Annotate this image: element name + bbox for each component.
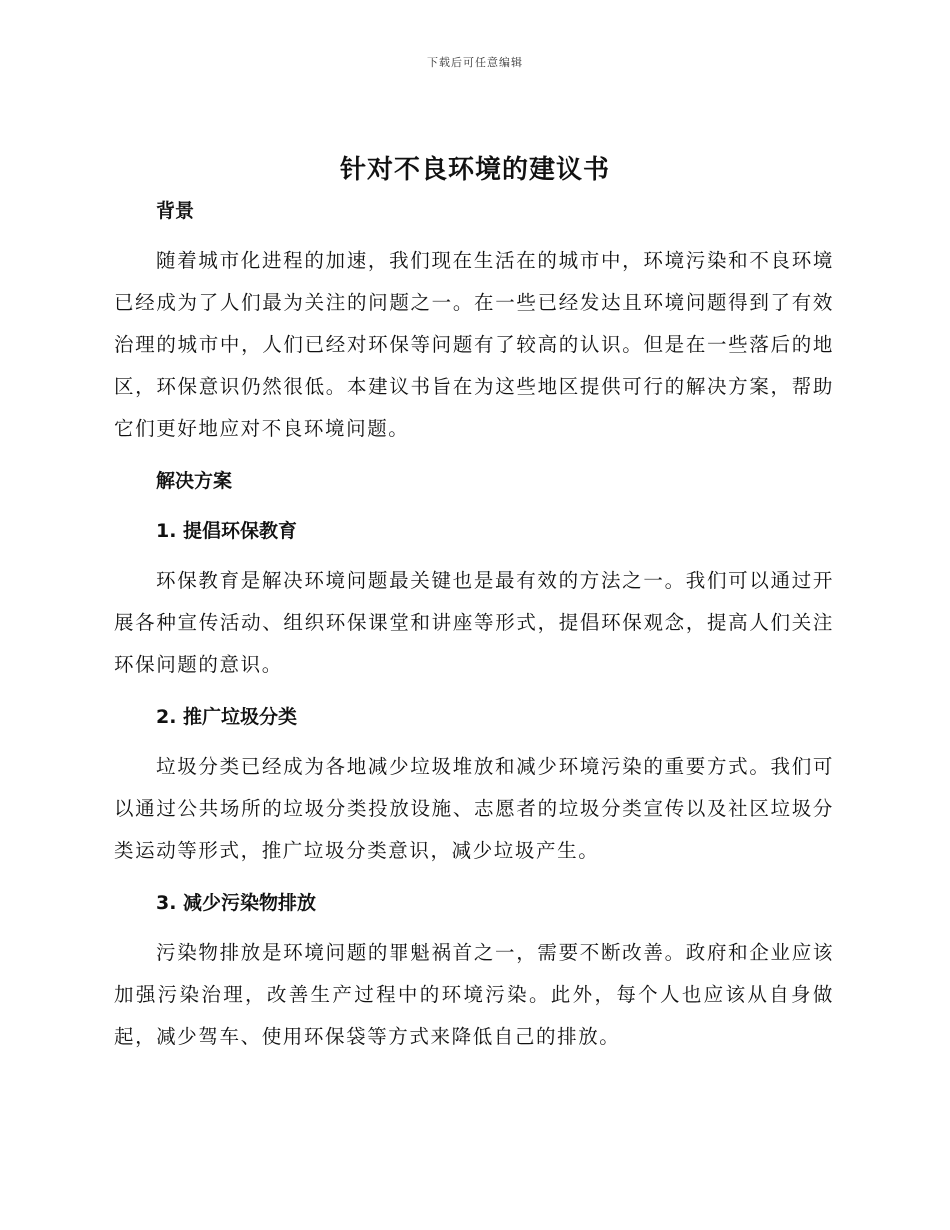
document-title: 针对不良环境的建议书 xyxy=(339,155,610,185)
section-heading-pollution: 3. 减少污染物排放 xyxy=(156,892,317,914)
document-body xyxy=(114,190,834,1058)
background-heading: 背景 xyxy=(156,200,195,222)
section-heading-education: 1. 提倡环保教育 xyxy=(156,520,298,542)
section-heading-waste-sorting: 2. 推广垃圾分类 xyxy=(156,706,298,728)
solutions-heading: 解决方案 xyxy=(156,470,233,492)
section-paragraph-waste-sorting: 垃圾分类已经成为各地减少垃圾堆放和减少环境污染的重要方式。我们可以通过公共场所的垃圾分类投放设施、志愿者的垃圾分类宣传以及社区垃圾分类运动等形式，推广垃圾分类意识，减少垃圾产生。 xyxy=(114,755,834,862)
section-paragraph-education: 环保教育是解决环境问题最关键也是最有效的方法之一。我们可以通过开展各种宣传活动、组织环保课堂和讲座等形式，提倡环保观念，提高人们关注环保问题的意识。 xyxy=(114,569,834,676)
section-paragraph-pollution: 污染物排放是环境问题的罪魁祸首之一，需要不断改善。政府和企业应该加强污染治理，改善生产过程中的环境污染。此外，每个人也应该从自身做起，减少驾车、使用环保袋等方式来降低自己的排放。 xyxy=(114,941,834,1048)
background-paragraph: 随着城市化进程的加速，我们现在生活在的城市中，环境污染和不良环境已经成为了人们最为关注的问题之一。在一些已经发达且环境问题得到了有效治理的城市中，人们已经对环保等问题有了较高的认识。但是在一些落后的地区，环保意识仍然很低。本建议书旨在为这些地区提供可行的解决方案，帮助它们更好地应对不良环境问题。 xyxy=(114,249,834,440)
page-header-note: 下载后可任意编辑 xyxy=(427,56,523,69)
